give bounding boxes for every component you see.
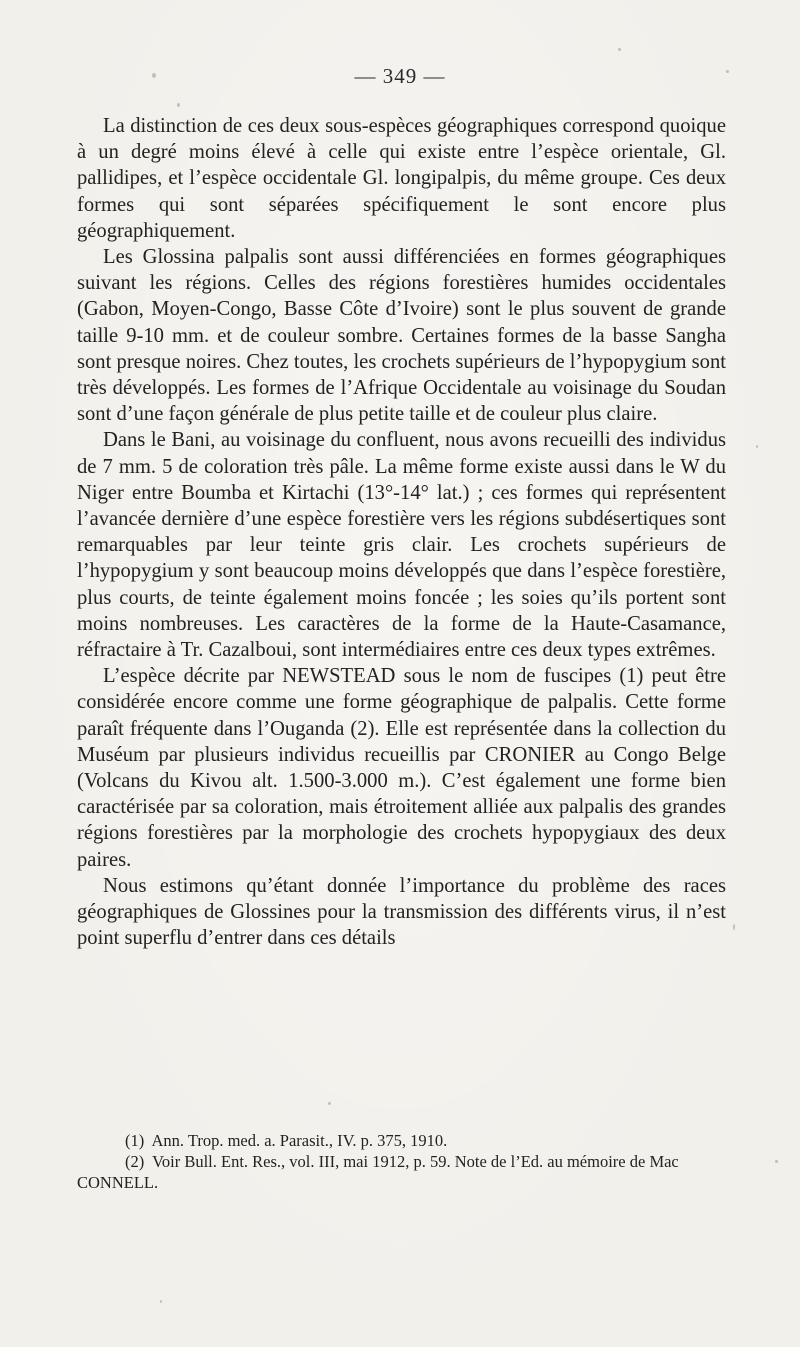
- footnote-2: [77, 1151, 726, 1193]
- footnote-2-text: Voir Bull. Ent. Res., vol. III, mai 1912, p. 59. Note de l’Ed. au mémoire de Mac CONNELL.: [77, 1152, 679, 1192]
- paragraph-4: L’espèce décrite par NEWSTEAD sous le nom de fuscipes (1) peut être considérée encore comme une forme géographique de palpalis. Cette forme paraît fréquente dans l’Ouganda (2). Elle est représentée dans la collection du Muséum par plusieurs individus recueillis par CRONIER au Congo Belge (Volcans du Kivou alt. 1.500-3.000 m.). C’est également une forme bien caractérisée par sa coloration, mais étroitement alliée aux palpalis des grandes régions forestières par la morphologie des crochets hypopygiaux des deux paires.: [77, 665, 726, 871]
- paragraph-3: Dans le Bani, au voisinage du confluent, nous avons recueilli des individus de 7 mm. 5 de coloration très pâle. La même forme existe aussi dans le W du Niger entre Boumba et Kirtachi (13°-14° lat.) ; ces formes qui représentent l’avancée dernière d’une espèce forestière vers les régions subdésertiques sont remarquables par leur teinte gris clair. Les crochets supérieurs de l’hypopygium y sont beaucoup moins développés que dans l’espèce forestière, plus courts, de teinte également moins foncée ; les soies qu’ils portent sont moins nombreuses. Les caractères de la forme de la Haute-Casamance, réfractaire à Tr. Cazalboui, sont intermédiaires entre ces deux types extrêmes.: [77, 429, 726, 662]
- page-number: — 349 —: [354, 64, 446, 88]
- footnote-1: [77, 1130, 726, 1151]
- footnote-2-mark: (2): [125, 1152, 145, 1171]
- footnotes: [77, 1130, 726, 1193]
- footnote-1-text: Ann. Trop. med. a. Parasit., IV. p. 375, 1910.: [151, 1131, 448, 1150]
- paragraph-5: Nous estimons qu’étant donnée l’importance du problème des races géographiques de Glossines pour la transmission des différents virus, il n’est point superflu d’entrer dans ces détails: [77, 874, 726, 950]
- body-text: [77, 113, 726, 952]
- footnote-1-mark: (1): [125, 1131, 145, 1150]
- paragraph-2: Les Glossina palpalis sont aussi différenciées en formes géographiques suivant les régions. Celles des régions forestières humides occidentales (Gabon, Moyen-Congo, Basse Côte d’Ivoire) sont le plus souvent de grande taille 9-10 mm. et de couleur sombre. Certaines formes de la basse Sangha sont presque noires. Chez toutes, les crochets supérieurs de l’hypopygium sont très développés. Les formes de l’Afrique Occidentale au voisinage du Soudan sont d’une façon générale de plus petite taille et de couleur plus claire.: [77, 246, 726, 426]
- paragraph-1: La distinction de ces deux sous-espèces géographiques correspond quoique à un degré moins élevé à celle qui existe entre l’espèce orientale, Gl. pallidipes, et l’espèce occidentale Gl. longipalpis, du même groupe. Ces deux formes qui sont séparées spécifiquement le sont encore plus géographiquement.: [77, 115, 726, 242]
